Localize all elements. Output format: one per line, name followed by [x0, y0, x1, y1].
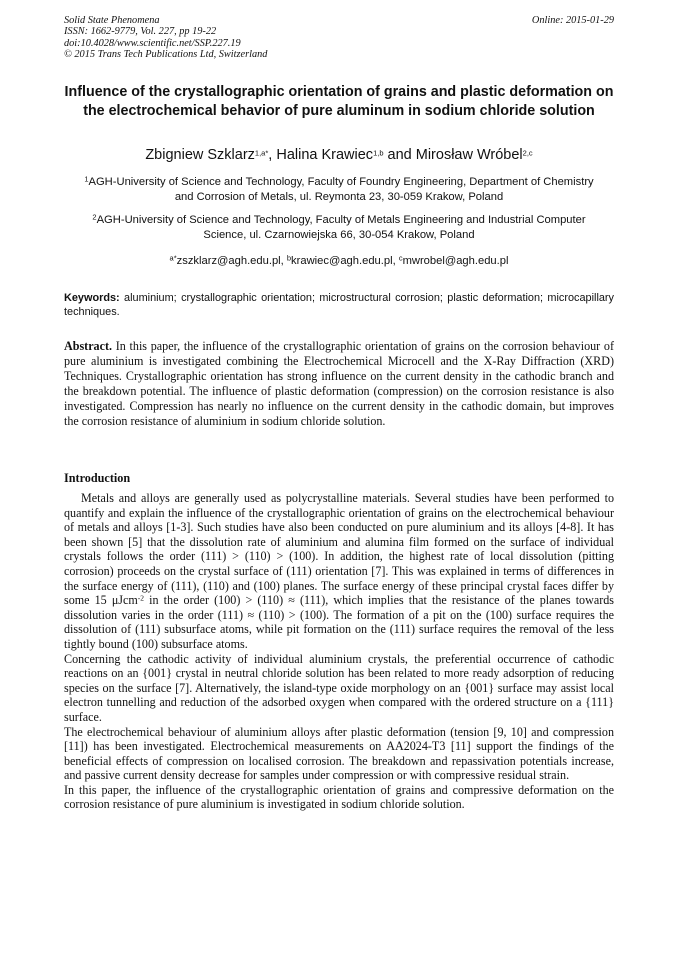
email-separator: ,	[280, 255, 287, 267]
author-separator: ,	[268, 147, 277, 163]
affiliation-number: 1	[84, 174, 89, 184]
paragraph: The electrochemical behaviour of aluminium alloys after plastic deformation (tension [9, 10] and compression [11]) has been investigated. Electrochemical measurements on AA2024-T3 [11] support the findings of the beneficial effects of compression on localised corrosion. The breakdown and repassivation potentials increase, and passive current density decrease for samples under compression or with compressive residual strain.	[64, 724, 614, 783]
author-separator: and	[383, 147, 416, 163]
doi-line: doi:10.4028/www.scientific.net/SSP.227.19	[64, 37, 241, 49]
abstract-text: In this paper, the influence of the crystallographic orientation of grains on the corrosion behaviour of pure aluminium is investigated combining the Electrochemical Microcell and the X-Ray Diffraction (XRD) Techniques. Crystallographic orientation has strong influence on the current density in the cathodic branch and the breakdown potential. The influence of plastic deformation (compression) on the corrosion resistance is also investigated. Compression has nearly no influence on the current density in the cathodic domain, but improves the corrosion resistance of aluminium in sodium chloride solution.	[64, 339, 614, 428]
online-date: Online: 2015-01-29	[531, 15, 614, 26]
affiliation-number: 2	[92, 212, 97, 222]
email-separator: ,	[392, 255, 399, 267]
affiliation-1	[74, 175, 604, 205]
paragraph: In this paper, the influence of the crystallographic orientation of grains and compressive deformation on the corrosion resistance of pure aluminium is investigated in sodium chloride solution.	[64, 782, 614, 812]
paper-title: Influence of the crystallographic orientation of grains and plastic deformation on the electrochemical behavior of pure aluminum in sodium chloride solution	[64, 84, 614, 119]
issn-line: ISSN: 1662-9779, Vol. 227, pp 19-22	[64, 26, 217, 38]
copyright-line: © 2015 Trans Tech Publications Ltd, Switzerland	[64, 48, 268, 60]
email-address[interactable]: mwrobel@agh.edu.pl	[402, 255, 509, 267]
keywords-block	[64, 291, 614, 320]
author-affil-marker: 1,b	[373, 148, 384, 158]
paragraph-text: Metals and alloys are generally used as polycrystalline materials. Several studies have been performed to quantify and explain the influence of the crystallographic orientation of grains on the electrochemical behaviour of metals and alloys [1-3]. Such studies have also been conducted on pure aluminium and its alloys [4-8]. It has been shown [5] that the dissolution rate of aluminium and alumina film formed on the surface of individual crystals follows the order (111) > (110) > (100). In addition, the highest rate of local dissolution (pitting corrosion) proceeds on the crystal surface of (111) orientation [7]. This was explained in terms of differences in the surface energy of (111), (110) and (100) planes. The surface energy of these principal crystal faces differ by some 15 μJcm	[64, 491, 614, 608]
author-name: Mirosław Wróbel	[415, 147, 523, 163]
author-affil-marker: 1,a*	[254, 148, 269, 158]
email-marker: b	[286, 253, 292, 263]
email-address[interactable]: krawiec@agh.edu.pl	[291, 255, 393, 267]
abstract-block	[64, 339, 614, 429]
author-name: Halina Krawiec	[276, 147, 374, 163]
author-list	[64, 146, 614, 164]
email-marker: a*	[169, 253, 177, 263]
keywords-label: Keywords:	[64, 292, 120, 304]
affiliation-text: AGH-University of Science and Technology, Faculty of Metals Engineering and Industrial Computer Science, ul. Czarnowiejska 66, 30-054 Krakow, Poland	[96, 214, 586, 241]
email-address[interactable]: zszklarz@agh.edu.pl	[176, 255, 281, 267]
paragraph: Concerning the cathodic activity of individual aluminium crystals, the preferential occurrence of cathodic reactions on an {001} crystal in neutral chloride solution has been related to more ready adsorption of reducing species on the surface [7]. Alternatively, the island-type oxide morphology on an {001} surface may assist local electron tunnelling and reduction of the adsorbed oxygen when compared with the ordered structure on a {111} surface.	[64, 651, 614, 724]
author-affil-marker: 2,c	[522, 148, 533, 158]
paragraph	[64, 491, 614, 652]
email-marker: c	[398, 253, 403, 263]
keywords-text: aluminium; crystallographic orientation; microstructural corrosion; plastic deformation; microcapillary techniques.	[64, 292, 614, 319]
email-list	[64, 254, 614, 269]
journal-name: Solid State Phenomena	[64, 15, 160, 26]
paragraph-text: in the order (100) > (110) ≈ (111), which implies that the resistance of the planes towards dissolution varies in the order (111) ≈ (110) > (100). The formation of a pit on the (100) surface requires the dissolution of (111) subsurface atoms, while pit formation on the (111) surface requires the removal of the less tightly bound (100) subsurface atoms.	[64, 593, 614, 651]
unit-exponent: -2	[137, 593, 145, 603]
section-heading-introduction: Introduction	[64, 471, 131, 485]
journal-info	[64, 15, 267, 60]
author-name: Zbigniew Szklarz	[145, 147, 255, 163]
introduction-body	[64, 491, 614, 812]
abstract-label: Abstract.	[64, 339, 113, 353]
affiliation-text: AGH-University of Science and Technology, Faculty of Foundry Engineering, Department of Chemistry and Corrosion of Metals, ul. Reymonta 23, 30-059 Krakow, Poland	[88, 176, 594, 203]
affiliation-2	[74, 213, 604, 243]
